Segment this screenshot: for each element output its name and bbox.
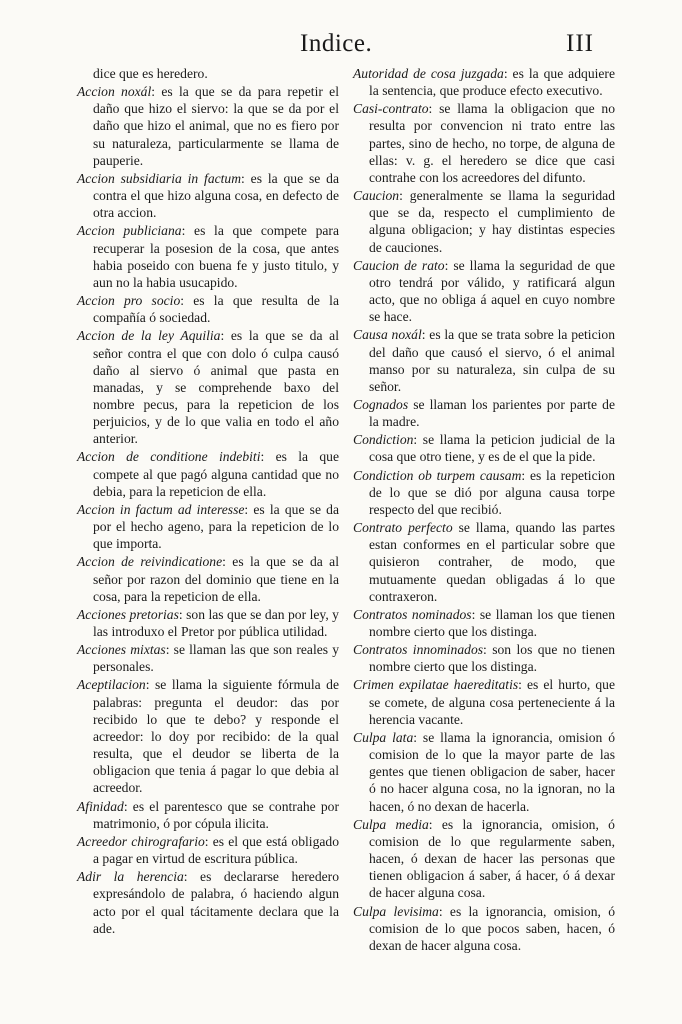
entry-term: Accion publiciana (77, 223, 182, 239)
entry-term: Caucion de rato (353, 257, 445, 273)
entry-term: Culpa lata (353, 729, 414, 745)
index-entry (353, 467, 615, 518)
entry-term: Contratos nominados (353, 606, 472, 622)
index-entry (353, 519, 615, 605)
entry-term: Culpa levisima (353, 903, 439, 919)
entry-definition: : es la que compete para recuperar la posesion de la cosa, que antes habia poseido con buena fe y justo titulo, y aun no la habia usucapido. (93, 223, 339, 290)
entry-term: Accion in factum ad interesse (77, 501, 245, 517)
entry-definition: : son las que se dan por ley, y las introduxo el Pretor por pública utilidad. (93, 606, 339, 639)
entry-term: Acreedor chirografario (77, 833, 205, 849)
entry-term: Aceptilacion (77, 677, 146, 693)
entry-definition: : es la que se da contra el que hizo alguna cosa, en defecto de otra accion. (93, 170, 339, 221)
entry-term: Accion de reivindicatione (77, 554, 223, 570)
index-entry (77, 868, 339, 937)
entry-term: Accion noxál (77, 84, 152, 100)
entry-definition: : se llaman las que son reales y personales. (93, 642, 339, 675)
index-entry (353, 431, 615, 465)
entry-term: Caucion (353, 188, 400, 204)
entry-definition: : es el hurto, que se comete, de alguna cosa perteneciente á la herencia vacante. (369, 677, 615, 727)
page-header (0, 30, 682, 64)
index-entry (77, 170, 339, 221)
index-entry (353, 187, 615, 256)
index-entry (353, 641, 615, 675)
index-entry (77, 641, 339, 675)
entry-term: Accion de conditione indebiti (77, 449, 261, 465)
entry-term: Acciones pretorias (77, 606, 179, 622)
entry-term: Adir la herencia (77, 869, 184, 885)
entry-definition: : es la que se da al señor contra el que con dolo ó culpa causó daño al siervo ó animal que pasta en manadas, y se comprehende baxo del nombre pecus, para la repeticion de los perjuicios, y de lo que valia en todo el año anterior. (93, 328, 339, 447)
index-entry (77, 606, 339, 640)
entry-term: Crimen expilatae haereditatis (353, 677, 519, 693)
entry-term: Cognados (353, 396, 409, 412)
entry-definition: : es la que se da al señor por razon del dominio que tiene en la cosa, para la repeticion de ella. (93, 554, 339, 604)
entry-term: Culpa media (353, 816, 429, 832)
entry-definition: : es la que se trata sobre la peticion del daño que causó el siervo, ó el animal manso por su naturaleza, sin culpa de su señor. (369, 327, 615, 394)
entry-definition: : es la que compete al que pagó alguna cantidad que no debia, para la repeticion de ella. (93, 449, 340, 499)
entry-term: Accion pro socio (77, 293, 181, 309)
index-entry (77, 553, 339, 604)
entry-term: Autoridad de cosa juzgada (353, 66, 504, 81)
index-entry (353, 326, 615, 395)
index-entry (353, 676, 615, 727)
index-entry (353, 903, 615, 954)
index-entry (353, 65, 615, 99)
index-entry (77, 327, 339, 447)
entry-definition: : se llama la peticion judicial de la cosa que otro tiene, y es de el que la pide. (369, 432, 615, 465)
entry-definition: se llaman los parientes por parte de la madre. (369, 396, 615, 430)
entry-term: Contrato perfecto (353, 520, 453, 536)
index-entry (77, 448, 339, 499)
index-entry (353, 729, 615, 815)
index-entry (77, 501, 339, 552)
index-entry (353, 100, 615, 186)
index-entry (77, 222, 339, 291)
entry-definition: : es el que está obligado a pagar en virtud de escritura pública. (93, 833, 339, 867)
left-column (77, 65, 339, 938)
entry-term: Condiction (353, 432, 414, 448)
entry-definition: : se llama la siguiente fórmula de palabras: pregunta el deudor: das por recibido lo que te debo? y responde el acreedor: lo doy por recibido: de la qual resulta, que el deudor se liberta de la obligacion que tenia á pagar lo que debia al acreedor. (93, 677, 339, 796)
index-entry (77, 65, 339, 82)
index-entry (77, 833, 339, 867)
entry-definition: : es la que resulta de la compañía ó sociedad. (93, 293, 339, 326)
entry-definition: : es la que se da para repetir el daño que hizo el siervo: la que se da por el daño que hizo el animal, que no es fiero por su naturaleza, particularmente se llama de pauperie. (93, 84, 339, 168)
right-column (353, 65, 615, 955)
entry-definition: : generalmente se llama la seguridad que se da, respecto el cumplimiento de alguna obligacion; y hay distintas especies de cauciones. (369, 188, 615, 255)
index-entry (353, 606, 615, 640)
entry-definition: dice que es heredero. (93, 66, 208, 81)
index-entry (77, 798, 339, 832)
page-number: III (566, 30, 594, 57)
entry-definition: : es la repeticion de lo que se dió por alguna causa torpe respecto del que recibió. (369, 467, 615, 517)
entry-definition: : se llama la obligacion que no resulta por convencion ni trato entre las partes, sino de hecho, no torpe, de alguna de ellas: v. g. el heredero se dice que casi contrahe con los acreedores del difunto. (369, 101, 615, 185)
entry-definition: : es la que se da por el hecho ageno, para la repeticion de lo que importa. (93, 501, 339, 552)
index-entry (353, 257, 615, 326)
entry-definition: : es la ignorancia, omision, ó comision de lo que pocos saben, hacen, ó dexan de hacer alguna cosa. (369, 903, 615, 953)
entry-definition: : es la que adquiere la sentencia, que produce efecto executivo. (369, 66, 615, 99)
entry-term: Condiction ob turpem causam (353, 467, 522, 483)
entry-definition: : son los que no tienen nombre cierto que los distinga. (369, 642, 615, 675)
entry-term: Causa noxál (353, 327, 422, 343)
index-entry (77, 676, 339, 796)
entry-term: Accion subsidiaria in factum (77, 170, 242, 186)
index-entry (77, 292, 339, 326)
index-entry (77, 83, 339, 169)
entry-term: Afinidad (77, 798, 124, 814)
entry-term: Accion de la ley Aquilia (77, 328, 221, 344)
entry-definition: : es declararse heredero expresándolo de palabra, ó haciendo algun acto por el qual tácitamente declara que la ade. (93, 869, 339, 936)
index-entry (353, 816, 615, 902)
entry-definition: : es la ignorancia, omision, ó comision de lo que regularmente saben, hacen, ó dexan de hacer las personas que tienen obligacion á saber, á hacer, ó á dexar de hacer alguna cosa. (369, 816, 615, 901)
entry-definition: : se llama la ignorancia, omision ó comision de lo que la mayor parte de las gentes que tienen obligacion de saber, hacer ó no hacer alguna cosa, no la ignoran, no la hacen, ó no dexan de hacerla. (369, 729, 615, 814)
entry-term: Acciones mixtas (77, 642, 166, 658)
page-title: Indice. (300, 30, 373, 57)
entry-definition: se llama, quando las partes estan conformes en el particular sobre que quisieron contraher, de modo, que mutuamente quedan obligadas á lo que contraxeron. (369, 520, 615, 604)
entry-definition: : se llama la seguridad de que otro tendrá por válido, y ratificará algun acto, que no obliga á aquel en cuyo nombre se hace. (369, 257, 615, 325)
entry-term: Contratos innominados (353, 642, 484, 658)
entry-term: Casi-contrato (353, 101, 429, 117)
entry-definition: : se llaman los que tienen nombre cierto que los distinga. (369, 606, 615, 639)
index-entry (353, 396, 615, 430)
entry-definition: : es el parentesco que se contrahe por matrimonio, ó por cópula ilicita. (93, 798, 339, 831)
